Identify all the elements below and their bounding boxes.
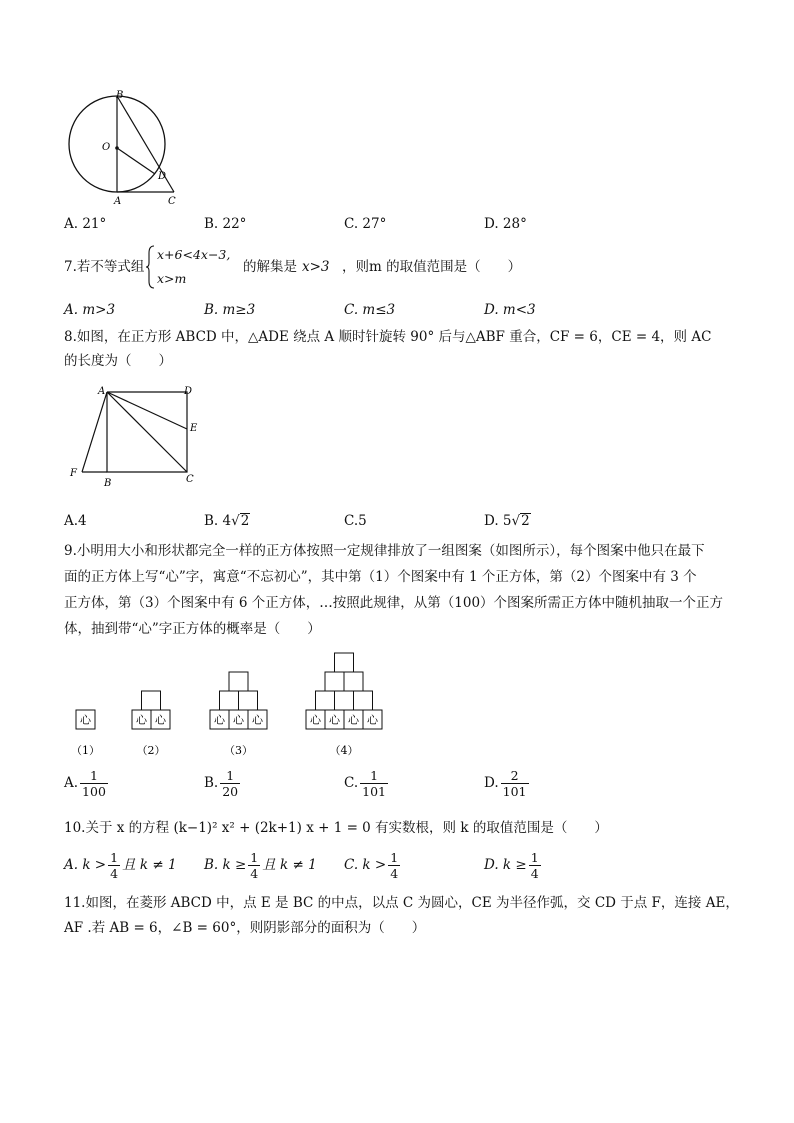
q7-option-d: D. m<3	[484, 302, 536, 318]
cube	[354, 691, 373, 710]
pattern-caption-2: （2）	[136, 744, 166, 757]
q6-option-a: A. 21°	[64, 216, 107, 232]
q10-option-a-num: 1	[110, 850, 119, 865]
q10-option-a-den: 4	[110, 866, 119, 881]
q10-option-c-label: C. k >	[344, 857, 387, 873]
q9-option-c-num: 1	[360, 768, 388, 784]
cube-xin-label: 心	[348, 713, 359, 727]
q8-option-b: B. 4√2	[204, 513, 250, 529]
q10-option-c	[344, 850, 402, 881]
q11-line-2: AF .若 AB = 6，∠B = 60°，则阴影部分的面积为（ ）	[64, 920, 426, 936]
q9-option-c-label: C.	[344, 775, 359, 791]
cube-xin-label: 心	[252, 713, 263, 727]
q7-suffix: ，则m 的取值范围是（ ）	[342, 259, 522, 275]
cube-patterns-figure	[60, 644, 400, 762]
q9-option-a	[64, 768, 110, 799]
label-f: F	[70, 468, 77, 479]
q9-option-b-den: 20	[222, 784, 239, 799]
q7-inequality-2: x>m	[157, 271, 187, 286]
cube	[325, 672, 344, 691]
q10-option-d-label: D. k ≥	[484, 857, 527, 873]
segment-af	[82, 392, 107, 472]
cube-xin-label: 心	[155, 713, 166, 727]
q7-mid: 的解集是	[243, 259, 297, 275]
q9-line-4: 体，抽到带“心”字正方体的概率是（ ）	[64, 621, 321, 637]
cube-xin-label: 心	[310, 713, 321, 727]
label-o: O	[102, 142, 111, 153]
q8-option-b-coef: B. 4	[204, 513, 232, 529]
q10-option-b-den: 4	[250, 866, 259, 881]
label-e: E	[190, 423, 198, 434]
segment-ae	[107, 392, 187, 429]
q7-option-c: C. m≤3	[344, 302, 396, 318]
q9-option-c-den: 101	[362, 784, 386, 799]
q10-option-d	[484, 850, 543, 881]
q8-option-d-coef: D. 5	[484, 513, 512, 529]
cube	[142, 691, 161, 710]
q9-line-2: 面的正方体上写“心”字，寓意“不忘初心”，其中第（1）个图案中有 1 个正方体，第（2）个图案中有 3 个	[64, 569, 697, 585]
q10-option-b-label: B. k ≥	[204, 857, 247, 873]
q9-option-c	[344, 768, 390, 799]
q10-option-b	[204, 850, 317, 881]
cube	[220, 691, 239, 710]
cube	[335, 691, 354, 710]
cube	[239, 691, 258, 710]
cube-xin-label: 心	[214, 713, 225, 727]
q10-option-b-num: 1	[250, 850, 259, 865]
label-a: A	[114, 196, 122, 207]
q11-line-1: 11.如图，在菱形 ABCD 中，点 E 是 BC 的中点，以点 C 为圆心，CE 为半径作弧，交 CD 于点 F，连接 AE，	[64, 895, 739, 911]
q10-option-c-num: 1	[390, 850, 399, 865]
segment-od	[117, 148, 155, 174]
q10-option-a-label: A. k >	[64, 857, 107, 873]
square-figure	[62, 384, 212, 490]
label-b: B	[104, 478, 112, 489]
q9-option-a-label: A.	[64, 775, 79, 791]
label-c: C	[186, 474, 194, 485]
q10-option-b-tail: 且 k ≠ 1	[262, 857, 317, 873]
q9-option-b-label: B.	[204, 775, 219, 791]
q8-option-b-radicand: 2	[240, 513, 250, 529]
pattern-caption-3: （3）	[224, 744, 253, 757]
label-b: B	[116, 90, 124, 101]
q10-option-a	[64, 850, 177, 881]
q7-option-a: A. m>3	[64, 302, 116, 318]
cube-xin-label: 心	[80, 713, 91, 727]
q7-option-b: B. m≥3	[204, 302, 256, 318]
q9-option-d-den: 101	[502, 784, 527, 799]
brace	[146, 245, 156, 289]
q9-line-3: 正方体，第（3）个图案中有 6 个正方体，…按照此规律，从第（100）个图案所需正方体中随机抽取一个正方	[64, 595, 724, 611]
cube	[229, 672, 248, 691]
pattern-caption-1: （1）	[71, 744, 100, 757]
cube	[316, 691, 335, 710]
q8-option-d: D. 5√2	[484, 513, 530, 529]
q9-line-1: 9.小明用大小和形状都完全一样的正方体按照一定规律排放了一组图案（如图所示），每个图案中他只在最下	[64, 543, 705, 559]
cube-xin-label: 心	[136, 713, 147, 727]
label-c: C	[168, 196, 176, 207]
diagonal-ac	[107, 392, 187, 472]
q7-solution: x>3	[302, 259, 330, 275]
cube	[335, 653, 354, 672]
q10-option-d-den: 4	[530, 866, 539, 881]
label-a: A	[98, 386, 106, 397]
label-d: D	[184, 386, 193, 397]
q8-option-a: A.4	[64, 513, 87, 529]
q8-line-2: 的长度为（ ）	[64, 353, 172, 369]
pattern-caption-4: （4）	[329, 744, 359, 757]
q10-option-a-tail: 且 k ≠ 1	[122, 857, 177, 873]
q8-option-c: C.5	[344, 513, 367, 529]
q9-option-d-label: D.	[484, 775, 499, 791]
q9-option-d	[484, 768, 531, 799]
q6-option-d: D. 28°	[484, 216, 527, 232]
cube-xin-label: 心	[367, 713, 378, 727]
cube-xin-label: 心	[233, 713, 244, 727]
cube-xin-label: 心	[329, 713, 340, 727]
circle-figure	[62, 88, 187, 208]
center-dot	[115, 146, 119, 150]
q8-line-1: 8.如图，在正方形 ABCD 中，△ADE 绕点 A 顺时针旋转 90° 后与△ABF 重合，CF = 6，CE = 4，则 AC	[64, 329, 712, 345]
q9-option-d-num: 2	[501, 768, 529, 784]
q9-option-a-num: 1	[80, 768, 108, 784]
q6-option-c: C. 27°	[344, 216, 387, 232]
q9-option-b	[204, 768, 242, 799]
q7-prefix: 7.若不等式组	[64, 259, 145, 275]
q6-option-b: B. 22°	[204, 216, 247, 232]
q9-option-b-num: 1	[220, 768, 240, 784]
q10-stem: 10.关于 x 的方程 (k−1)² x² + (2k+1) x + 1 = 0 有实数根，则 k 的取值范围是（ ）	[64, 820, 608, 836]
q9-option-a-den: 100	[82, 784, 106, 799]
q10-option-d-num: 1	[530, 850, 539, 865]
cube	[344, 672, 363, 691]
q8-option-d-radicand: 2	[521, 513, 530, 529]
q7-inequality-1: x+6<4x−3,	[157, 247, 231, 262]
label-d: D	[158, 171, 167, 182]
q10-option-c-den: 4	[390, 866, 399, 881]
